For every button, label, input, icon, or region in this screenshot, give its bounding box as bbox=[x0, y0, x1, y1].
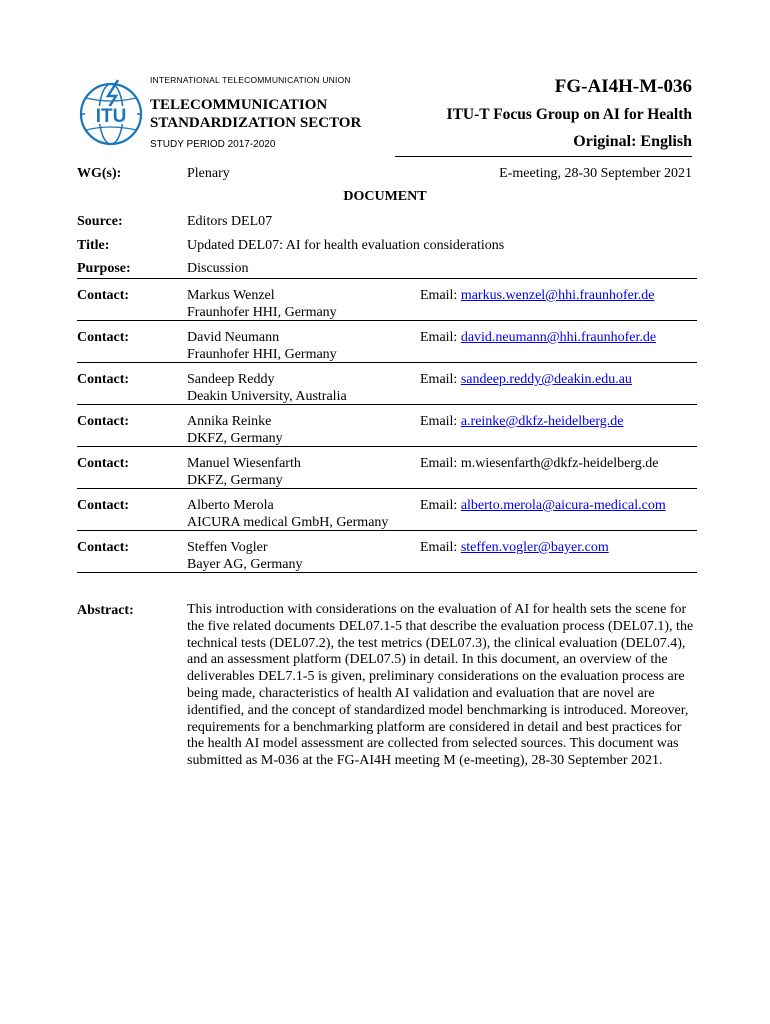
contact-name: Sandeep Reddy bbox=[187, 372, 275, 387]
sector-name bbox=[150, 96, 361, 132]
source-value: Editors DEL07 bbox=[187, 214, 273, 229]
abstract-text: This introduction with considerations on the evaluation of AI for health sets the scene for the five related documents DEL07.1-5 that describe the evaluation process (DEL07.1), the technical tests (DEL07.2), the test metrics (DEL07.3), the clinical evaluation (DEL07.4), and an assessment platform (DEL07.5) in detail. In this document, an overview of the deliverables DEL7.1-5 is given, preliminary considerations on the evaluation process are being made, characteristics of health AI validation and evaluation that are novel are identified, and the concept of standardized model benchmarking is introduced. Moreover, requirements for a benchmarking platform are considered in detail and best practices for the health AI model assessment are collected from selected sources. This document was submitted as M-036 at the FG-AI4H meeting M (e-meeting), 28-30 September 2021. bbox=[187, 602, 694, 769]
purpose-label: Purpose: bbox=[77, 261, 131, 276]
sector-line-2: STANDARDIZATION SECTOR bbox=[150, 115, 362, 131]
contact-name: David Neumann bbox=[187, 330, 280, 345]
contact-name: Manuel Wiesenfarth bbox=[187, 456, 301, 471]
header-rule bbox=[395, 156, 692, 157]
contact-divider bbox=[77, 488, 697, 489]
contact-label: Contact: bbox=[77, 498, 130, 513]
org-name: INTERNATIONAL TELECOMMUNICATION UNION bbox=[150, 75, 351, 85]
email-prefix: Email: bbox=[420, 330, 461, 345]
email-link[interactable]: markus.wenzel@hhi.fraunhofer.de bbox=[460, 288, 655, 303]
document-heading: DOCUMENT bbox=[343, 189, 427, 204]
email-prefix: Email: bbox=[420, 498, 461, 513]
contact-name: Alberto Merola bbox=[187, 498, 274, 513]
sector-line-1: TELECOMMUNICATION bbox=[150, 97, 328, 113]
contact-label: Contact: bbox=[77, 288, 130, 303]
contact-org: DKFZ, Germany bbox=[187, 431, 283, 446]
email-prefix: Email: bbox=[420, 288, 461, 303]
contact-label: Contact: bbox=[77, 414, 130, 429]
logo-lettering: ITU bbox=[95, 106, 127, 127]
email-prefix: Email: bbox=[420, 456, 461, 471]
email-link[interactable]: sandeep.reddy@deakin.edu.au bbox=[460, 372, 632, 387]
focus-group-name: ITU-T Focus Group on AI for Health bbox=[446, 106, 692, 123]
contact-org: Deakin University, Australia bbox=[187, 389, 347, 404]
email-link[interactable]: david.neumann@hhi.fraunhofer.de bbox=[460, 330, 657, 345]
contact-name: Annika Reinke bbox=[187, 414, 272, 429]
document-number: FG-AI4H-M-036 bbox=[554, 76, 692, 97]
contact-divider bbox=[77, 278, 697, 279]
contact-name: Steffen Vogler bbox=[187, 540, 268, 555]
itu-logo bbox=[78, 76, 144, 148]
contact-divider bbox=[77, 572, 697, 573]
email-prefix: Email: bbox=[420, 540, 461, 555]
contact-label: Contact: bbox=[77, 540, 130, 555]
contact-divider bbox=[77, 362, 697, 363]
contact-org: Bayer AG, Germany bbox=[187, 557, 303, 572]
contact-name-org bbox=[187, 497, 388, 531]
email-text: m.wiesenfarth@dkfz-heidelberg.de bbox=[460, 456, 659, 471]
abstract-label: Abstract: bbox=[77, 603, 134, 618]
contact-divider bbox=[77, 446, 697, 447]
email-link[interactable]: a.reinke@dkfz-heidelberg.de bbox=[460, 414, 624, 429]
email-prefix: Email: bbox=[420, 414, 461, 429]
contact-name-org bbox=[187, 455, 301, 489]
title-label: Title: bbox=[77, 238, 110, 253]
contact-email bbox=[420, 287, 654, 304]
contact-email bbox=[420, 329, 656, 346]
contact-email bbox=[420, 497, 666, 514]
contact-org: AICURA medical GmbH, Germany bbox=[187, 515, 389, 530]
contact-label: Contact: bbox=[77, 330, 130, 345]
contact-divider bbox=[77, 530, 697, 531]
study-period: STUDY PERIOD 2017-2020 bbox=[150, 139, 276, 150]
contact-divider bbox=[77, 404, 697, 405]
contact-name-org bbox=[187, 329, 337, 363]
contact-name-org bbox=[187, 413, 283, 447]
contact-email bbox=[420, 413, 624, 430]
contact-org: Fraunhofer HHI, Germany bbox=[187, 347, 337, 362]
contact-label: Contact: bbox=[77, 372, 130, 387]
contact-name: Markus Wenzel bbox=[187, 288, 275, 303]
contact-name-org bbox=[187, 287, 337, 321]
contact-org: DKFZ, Germany bbox=[187, 473, 283, 488]
title-value: Updated DEL07: AI for health evaluation considerations bbox=[187, 238, 505, 253]
wg-value: Plenary bbox=[187, 166, 230, 181]
contact-label: Contact: bbox=[77, 456, 130, 471]
wg-label: WG(s): bbox=[77, 166, 122, 181]
purpose-value: Discussion bbox=[187, 261, 249, 276]
original-language: Original: English bbox=[573, 133, 692, 150]
meeting-info: E-meeting, 28-30 September 2021 bbox=[499, 166, 692, 181]
email-prefix: Email: bbox=[420, 372, 461, 387]
email-link[interactable]: steffen.vogler@bayer.com bbox=[460, 540, 609, 555]
contact-email bbox=[420, 539, 609, 556]
contact-name-org bbox=[187, 371, 347, 405]
contact-divider bbox=[77, 320, 697, 321]
source-label: Source: bbox=[77, 214, 123, 229]
contact-org: Fraunhofer HHI, Germany bbox=[187, 305, 337, 320]
contact-name-org bbox=[187, 539, 302, 573]
contact-email bbox=[420, 371, 632, 388]
contact-email bbox=[420, 455, 659, 472]
email-link[interactable]: alberto.merola@aicura-medical.com bbox=[460, 498, 666, 513]
